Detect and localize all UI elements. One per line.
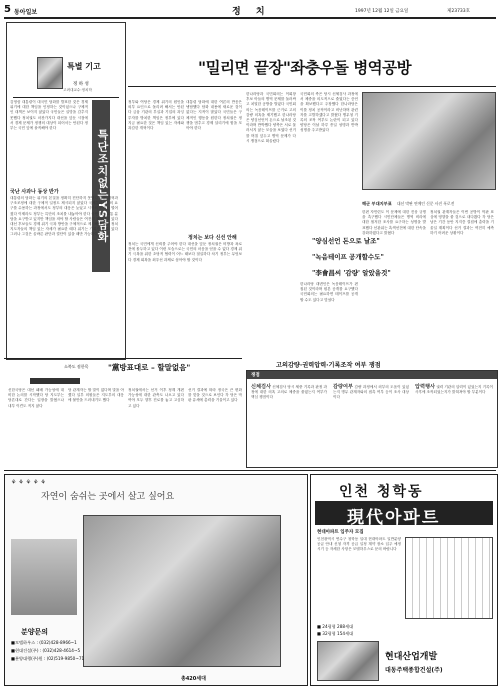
ad-right-size: ■ 32평형 154세대 [317, 631, 354, 636]
sub-headline-3: "李會昌씨 '감량' 알았을것" [312, 269, 391, 277]
ad-left-figures-icon: ⚘⚘⚘⚘⚘ [11, 479, 48, 486]
column-kicker: 특별 기고 [67, 62, 101, 71]
masthead-rule [4, 17, 496, 19]
ad-left [4, 474, 308, 686]
ad-left-phone: ■분양대행(주)원 : (02)519-9850~71 [11, 656, 85, 661]
issue-box-label: 쟁점 [251, 373, 260, 378]
ad-section-rule [4, 470, 496, 471]
story-body-1: 한나라당과 국민회의는 이회창 후보 아들의 병역 문제를 둘러싸고 치열한 공방을 벌였다 국민회의는 녹음테이프를 근거로 고의 감량 의혹을 제기했고 한나라당은 양심선언이 돈으로 날조된 것이라며 반박했다 양측은 서로 물러서지 않는 모습을 보였다 선거를 며칠 앞두고 병역 문제가 다시 쟁점으로 떠올랐다 [246, 92, 296, 143]
photo-caption-title: 해군 부대지부표 [362, 201, 392, 206]
story-body-4: 한편 자민련도 이 문제에 대한 진상 규명을 촉구했다 시민단체들은 병역 비리에 대한 철저한 조사를 요구하는 성명을 발표했다 선관위는 흑색선전에 대한 단속을 강화하겠다고 밝혔다 [362, 210, 426, 235]
date-line: 1997년 12월 12일 금요일 [355, 9, 409, 14]
column-divider [13, 97, 119, 98]
ad-left-building-image [11, 539, 77, 615]
ad-right-sub-company: 대동주택종합건설(주) [385, 667, 443, 674]
issue-box [246, 370, 498, 468]
story-body-2: 국민회의 측은 당시 신체검사 과정에서 체중을 의도적으로 줄였다는 증언을 확보했다고 주장했다 한나라당은 이를 정치 공작이라고 비난하며 관련자를 고발하겠다고 밝혔다 병무청 기록의 조작 여부도 논란이 되고 있다 양당은 이날 하루 종일 성명과 반박 성명을 주고받았다 [300, 92, 358, 133]
ad-right-size: ■ 24평형 288세대 [317, 624, 354, 629]
ad-right-apartment-image [317, 641, 379, 681]
issue-box-title: 고의감량·권력압력·기록조작 여부 쟁점 [276, 362, 381, 369]
ad-right-details: 인천광역시 연수구 청학동 일대 현대아파트 일반분양 공급 안내 신청 자격 공급 일정 계약 장소 입주 예정 시기 등 자세한 사항은 모델하우스로 문의 바랍니다 [317, 537, 401, 552]
story-body-5: 정치권 관계자들은 이번 공방이 막판 표심에 영향을 줄 것으로 내다봤다 각 당은 남은 기간 동안 지지층 결집에 총력을 기울일 계획이다 선거 결과는 여전히 예측하기 어려운 상황이다 [430, 210, 494, 235]
sub-headline-1: "양심선언 돈으로 날조" [312, 237, 380, 245]
lower-left-body-4: 선거 결과에 따라 정국은 큰 변화를 맞을 것으로 보인다 각 당은 막판 유세에 총력을 기울이고 있다 [188, 388, 242, 403]
ad-right-company: 현대산업개발 [385, 652, 438, 662]
column-body-5: 정치는 국민에게 신뢰를 주어야 한다 대선을 앞둔 정치권은 비방과 폭로전에 몰두하고 있다 이런 모습으로는 국민의 마음을 얻을 수 없다 경제 위기 극복을 위한 초당적 협력이 어느 때보다 절실하다 차기 정부는 무엇보다 경제 회복을 최우선 과제로 삼아야 할 것이다 [128, 242, 242, 262]
page-number: 5 [4, 4, 11, 15]
lower-left-headline: "黨방표대로 – 할말없음" [108, 363, 191, 372]
author-photo [37, 57, 63, 89]
ad-left-phone: ■모델하우스 : (032)428-8966~1 [11, 640, 77, 645]
issue-col-2: 감량여부 감량 과정에서 외부의 도움이 있었는지 병무 관계자와의 접촉 여부 등이 조사 대상이다 [333, 384, 409, 400]
ad-left-family-photo [83, 515, 281, 667]
column-body-3: 정부와 여당은 경제 위기의 원인을 외부 요인으로 돌리려 해서는 안된다 금융 기관의 부실과 기업의 과잉 투자를 방치한 책임은 정부에 있다 지금 필요한 것은 책임 있는 자세와 과감한 개혁이다 [128, 100, 184, 131]
column-body-2: 대통령의 담화는 위기의 본질을 정확히 진단하지 못했다 금융 개혁과 구조조정에 대한 구체적 일정도 제시되지 않았다 국제통화기금의 요구를 수용하는 과정에서도 정부의 대응은 늦었고 시장의 신뢰는 떨어졌다 이제라도 정부는 특단의 조치를 내놓아야 한다 국민들은 고통 분담을 요구받고 있지만 책임을 져야 할 사람들은 여전히 침묵하고 있다 대선 후보들도 경제 위기 극복 방안을 구체적으로 제시해야 한다 정치 지도자들의 책임 있는 자세가 필요한 때다 위기는 기회가 될 수 있다 그러나 그것은 올바른 판단과 결단이 있을 때만 가능하다 [10, 196, 118, 237]
ad-left-phones [11, 639, 84, 663]
ad-left-sale-label: 분양문의 [21, 628, 49, 636]
photo-caption-text: 대선 막판 연예인 신문 사진 폭로전 [396, 201, 455, 206]
ad-left-phone: ■현대건설(주) : (032)428-4614~5 [11, 648, 81, 653]
paper-name: 동아일보 [14, 9, 38, 16]
sub-headline-2: "녹음테이프 공개할수도" [312, 253, 384, 261]
column-body-1: 김영삼 대통령이 대국민 담화를 발표한 것은 경제 위기에 대한 책임을 인정하는 것이었으나 구체적인 대책은 보이지 않았다 국민들은 실망을 감추지 못했다 정치권도 마찬가지다 대선을 앞둔 시점에서 경제 문제가 정쟁의 대상이 되어서는 안된다 정부는 국민 앞에 솔직해야 한다 [10, 100, 88, 131]
column-subhead-2: 정치는 보다 신선 안해 [188, 235, 237, 241]
column-subhead-1: 국난 사과나 동상 반가 [10, 189, 59, 195]
ad-right-notice: 현대아파트 입주자 모집 [317, 530, 364, 535]
lower-left-body-1: 신한국당은 대선 패배 가능성에 대비한 논의를 시작했다 당 지도부는 당론대로 간다는 입장을 밝혔으나 내부 이견도 적지 않다 [8, 388, 64, 408]
column-vertical-headline: 특단조치없는YS담화 [92, 100, 110, 272]
photo-caption [362, 190, 494, 204]
issue-row-label: 신체검사 [251, 384, 272, 390]
issue-row-label: 감량여부 [333, 384, 354, 390]
story-body-3: 한나라당 대변인은 녹음테이프가 편집된 것이라며 원본 공개를 요구했다 국민회의는 필요하면 테이프를 공개할 수도 있다고 맞섰다 [300, 282, 358, 302]
ad-right-sizes [317, 623, 353, 637]
issue-col-1: 신체검사 신체검사 당시 체중 기록과 판정 과정에 대한 의혹 고의로 체중을 줄였는지 여부가 핵심 쟁점이다 [251, 384, 327, 400]
author-title: 고려대교수·정치학 [63, 88, 92, 92]
ad-right [310, 474, 498, 686]
lower-left-rule [4, 358, 242, 359]
issue-row-label: 압력행사 [415, 384, 436, 390]
lower-left-tag [30, 378, 80, 384]
issue-col-3: 압력행사 권력 기관의 압력이 있었는지 기록이 사후에 조작되었는지가 밝혀져야 할 부분이다 [415, 384, 493, 395]
lower-left-body-3: 정치권에서는 선거 이후 정계 개편 가능성에 대한 관측도 나오고 있다 여야 모두 향후 진로를 놓고 고심하고 있다 [128, 388, 184, 408]
ad-left-footer: 총420세대 [181, 676, 206, 682]
news-photo [362, 92, 496, 190]
lower-left-body-2: 당 관계자는 할 말이 없다며 말을 아꼈다 일부 의원들은 지도부의 대응에 불만을 드러내기도 했다 [68, 388, 124, 403]
author-name: 정 하 성 [73, 82, 89, 87]
section-title: 정 치 [232, 7, 271, 17]
main-headline: "밀리면 끝장"좌충우돌 병역공방 [198, 58, 412, 77]
column-body-4: 대통령 담화에 대한 여론의 반응은 냉담했다 담화 내용에 새로운 것이 없다는 지적이 많았다 국민들은 구체적인 행동을 원한다 정치권은 정쟁을 멈추고 경제 살리기에 힘을 모아야 한다 [186, 100, 242, 131]
headline-rule [128, 86, 496, 87]
ad-left-slogan: 자연이 숨쉬는 곳에서 살고 싶어요 [41, 492, 175, 502]
ad-right-title-main: 現代아파트 [347, 508, 441, 528]
ad-right-map [405, 537, 493, 619]
issue-box-header [247, 371, 497, 379]
lower-left-label: 소북도 점한목 [64, 364, 89, 369]
issue-number: 제23733호 [447, 9, 471, 14]
ad-right-title-top: 인천 청학동 [339, 484, 424, 500]
